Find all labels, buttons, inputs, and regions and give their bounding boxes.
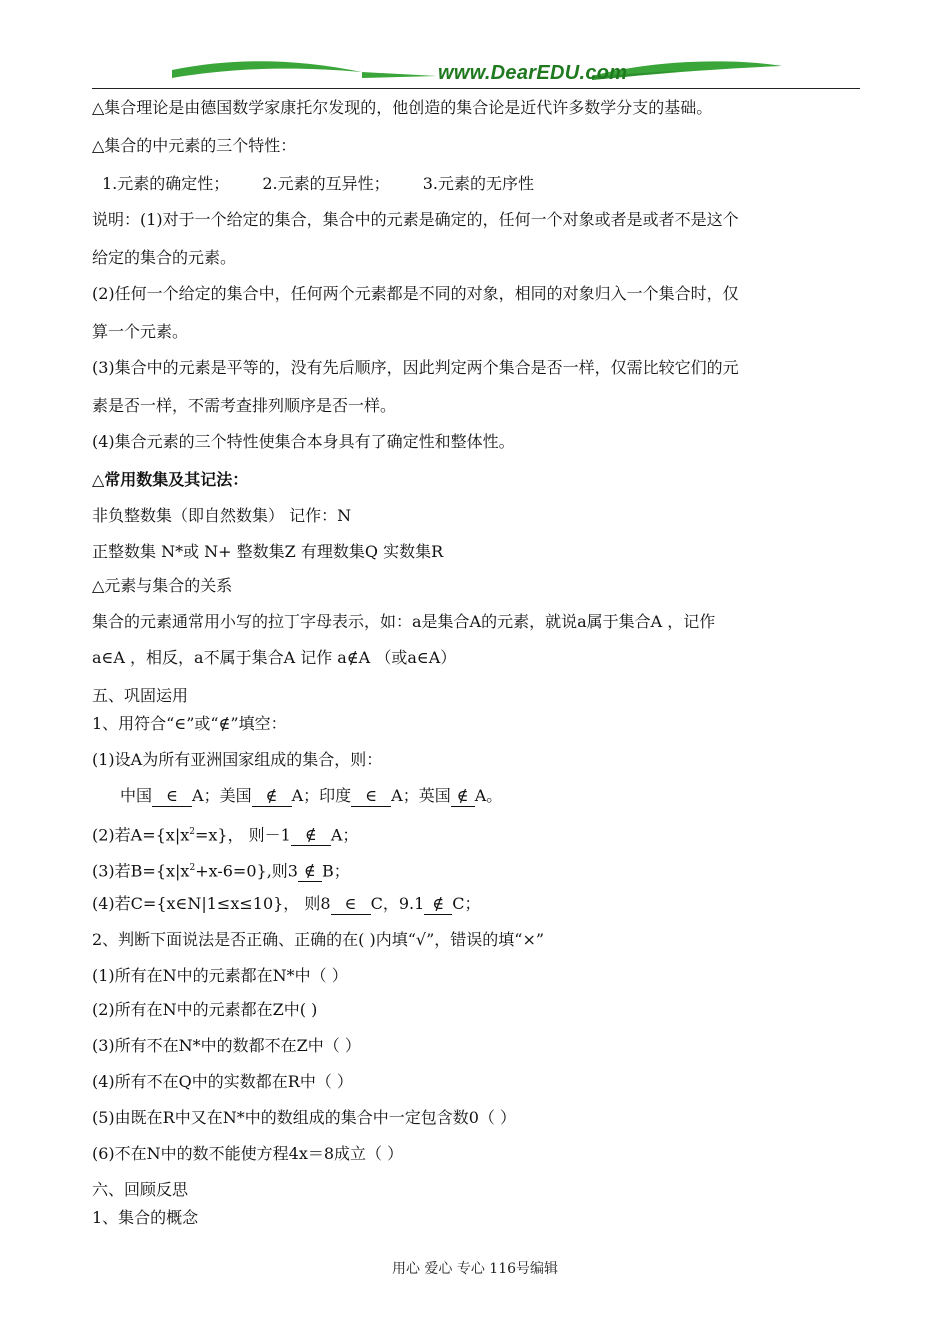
feature-list <box>102 172 534 196</box>
paragraph: (3)集合中的元素是平等的，没有先后顺序，因此判定两个集合是否一样，仅需比较它们的元 <box>92 358 739 377</box>
section-heading: 六、回顾反思 <box>92 1180 189 1199</box>
exercise-item: (4)所有不在Q中的实数都在R中（ ） <box>92 1072 353 1091</box>
section-heading: △元素与集合的关系 <box>92 576 233 595</box>
exercise-title: 2、判断下面说法是否正确、正确的在( )内填“√”，错误的填“×” <box>92 930 545 949</box>
exercise-item: (5)由既在R中又在N*中的数组成的集合中一定包含数0（ ） <box>92 1108 516 1127</box>
answer-blank: ∈ <box>331 894 371 915</box>
answer-blank: ∈ <box>152 786 192 807</box>
paragraph: 给定的集合的元素。 <box>92 248 237 267</box>
section-heading: 五、巩固运用 <box>92 686 189 705</box>
page-footer: 用心 爱心 专心 116号编辑 <box>391 1261 559 1277</box>
paragraph: 非负整数集（即自然数集） 记作：N <box>92 506 352 525</box>
answer-blank: ∉ <box>298 861 322 882</box>
exercise-item: (1)设A为所有亚洲国家组成的集合，则： <box>92 750 383 769</box>
paragraph: △集合的中元素的三个特性： <box>92 136 297 155</box>
paragraph: 说明：(1)对于一个给定的集合，集合中的元素是确定的，任何一个对象或者是或者不是这个 <box>92 210 739 229</box>
feature-item: 2.元素的互异性； <box>262 174 390 193</box>
exercise-title: 1、用符合“∈”或“∉”填空： <box>92 714 287 733</box>
answer-blank: ∈ <box>351 786 391 807</box>
exercise-item: (3)所有不在N*中的数都不在Z中（ ） <box>92 1036 361 1055</box>
paragraph: 集合的元素通常用小写的拉丁字母表示，如：a是集合A的元素，就说a属于集合A ，记作 <box>92 612 716 631</box>
paragraph: 素是否一样，不需考查排列顺序是否一样。 <box>92 396 397 415</box>
exercise-item: (2)若$A=\{x|x^2=x\}$， 则－1 ∉ A； <box>92 825 359 845</box>
paragraph: (4)集合元素的三个特性使集合本身具有了确定性和整体性。 <box>92 432 515 451</box>
exercise-item: (4)若C={x∈N|1≤x≤10}， 则8 ∈ C，9.1 ∉ C； <box>92 894 481 913</box>
paragraph: a∈A ，相反，a不属于集合A 记作 a∉A （或a∈A） <box>92 648 457 667</box>
answer-blank: ∉ <box>424 894 452 915</box>
answer-blank: ∉ <box>291 825 331 846</box>
paragraph: 算一个元素。 <box>92 322 189 341</box>
header-banner <box>92 56 860 90</box>
paragraph: 1、集合的概念 <box>92 1208 199 1227</box>
site-logo-text: www.DearEDU.com <box>438 62 628 84</box>
feature-item: 1.元素的确定性； <box>102 174 230 193</box>
exercise-item: (3)若$B=\{x|x^2+x-6=0\}$,则3 ∉ B； <box>92 861 350 881</box>
header-rule <box>92 88 860 89</box>
feature-item: 3.元素的无序性 <box>422 174 535 193</box>
paragraph: △集合理论是由德国数学家康托尔发现的，他创造的集合论是近代许多数学分支的基础。 <box>92 98 713 117</box>
exercise-item: (6)不在N中的数不能使方程4x＝8成立（ ） <box>92 1144 404 1163</box>
answer-blank: ∉ <box>252 786 292 807</box>
answer-blank: ∉ <box>451 786 475 807</box>
exercise-item: (2)所有在N中的元素都在Z中( ) <box>92 1000 318 1019</box>
paragraph: 正整数集 N*或 N+ 整数集Z 有理数集Q 实数集R <box>92 542 444 561</box>
paragraph: (2)任何一个给定的集合中，任何两个元素都是不同的对象，相同的对象归入一个集合时，仅 <box>92 284 739 303</box>
section-heading: △常用数集及其记法： <box>92 470 249 489</box>
exercise-item: (1)所有在N中的元素都在N*中（ ） <box>92 966 348 985</box>
exercise-item-fill: 中国 ∈ A；美国 ∉ A；印度 ∈ A；英国 ∉ A。 <box>120 786 503 805</box>
